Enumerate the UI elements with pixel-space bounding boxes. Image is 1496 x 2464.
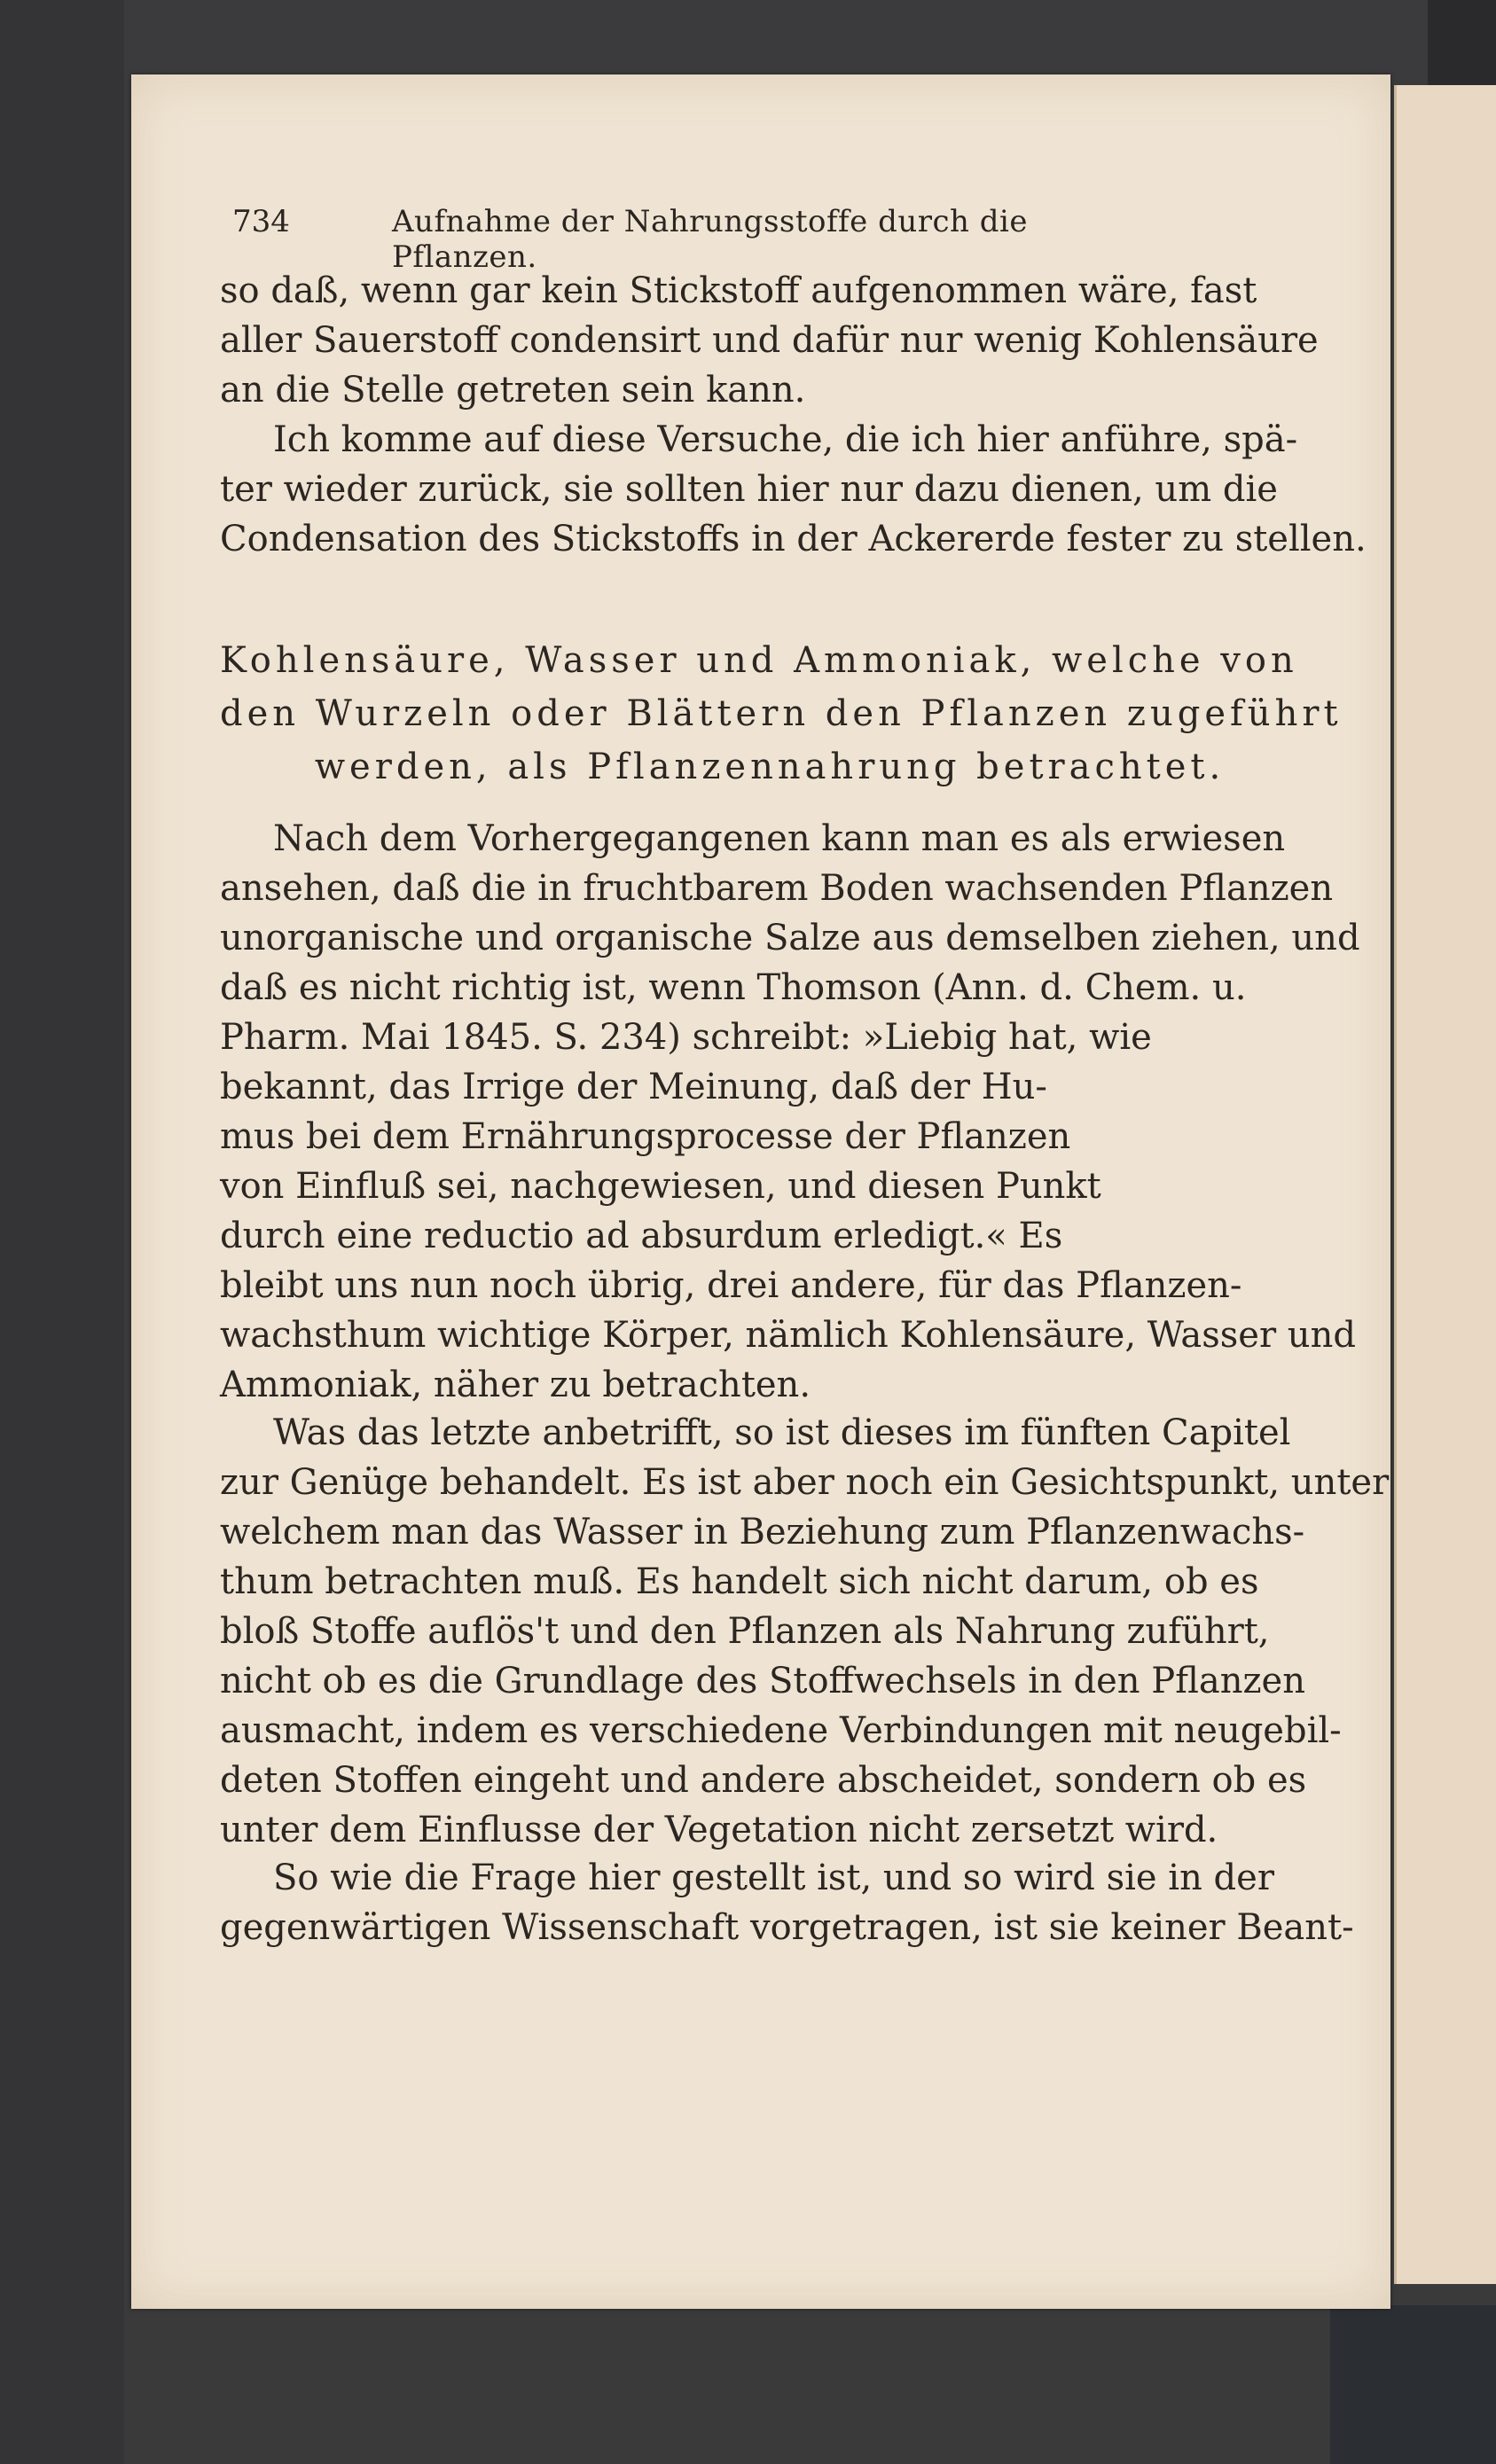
text-line: welchem man das Wasser in Beziehung zum Pflanzenwachs- bbox=[220, 1512, 1305, 1553]
text-line: ausmacht, indem es verschiedene Verbindungen mit neugebil- bbox=[220, 1710, 1342, 1751]
heading-line: den Wurzeln oder Blättern den Pflanzen zugeführt bbox=[220, 693, 1343, 734]
text-line: ter wieder zurück, sie sollten hier nur dazu dienen, um die bbox=[220, 469, 1278, 510]
text-line: mus bei dem Ernährungsprocesse der Pflanzen bbox=[220, 1116, 1071, 1157]
paragraph-5 bbox=[220, 1853, 1354, 1952]
text-line: bekannt, das Irrige der Meinung, daß der Hu- bbox=[220, 1067, 1047, 1107]
text-line: Nach dem Vorhergegangenen kann man es als erwiesen bbox=[273, 818, 1286, 859]
text-line: unter dem Einflusse der Vegetation nicht zersetzt wird. bbox=[220, 1810, 1218, 1850]
text-line: nicht ob es die Grundlage des Stoffwechsels in den Pflanzen bbox=[220, 1661, 1305, 1701]
paragraph-2 bbox=[220, 415, 1367, 564]
text-line: Ich komme auf diese Versuche, die ich hier anführe, spä- bbox=[273, 419, 1298, 460]
text-line: bleibt uns nun noch übrig, drei andere, für das Pflanzen- bbox=[220, 1265, 1242, 1306]
text-line: Ammoniak, näher zu betrachten. bbox=[220, 1365, 811, 1405]
scan-background-top bbox=[0, 0, 1496, 80]
text-line: zur Genüge behandelt. Es ist aber noch ein Gesichtspunkt, unter bbox=[220, 1462, 1390, 1503]
page-number: 734 bbox=[232, 204, 290, 239]
text-line: aller Sauerstoff condensirt und dafür nur wenig Kohlensäure bbox=[220, 320, 1319, 361]
text-line: thum betrachten muß. Es handelt sich nicht darum, ob es bbox=[220, 1561, 1259, 1602]
scan-background-bottom bbox=[1330, 2305, 1496, 2464]
text-line: unorganische und organische Salze aus demselben ziehen, und bbox=[220, 918, 1360, 958]
heading-line: Kohlensäure, Wasser und Ammoniak, welche von bbox=[220, 640, 1298, 681]
text-line: So wie die Frage hier gestellt ist, und so wird sie in der bbox=[273, 1858, 1274, 1898]
text-line: deten Stoffen eingeht und andere abscheidet, sondern ob es bbox=[220, 1760, 1307, 1801]
running-title: Aufnahme der Nahrungsstoffe durch die Pflanzen. bbox=[392, 204, 1028, 275]
book-spine bbox=[1428, 0, 1496, 98]
paragraph-3 bbox=[220, 814, 1360, 1410]
facing-page-edge bbox=[1394, 85, 1496, 2284]
text-line: gegenwärtigen Wissenschaft vorgetragen, ist sie keiner Beant- bbox=[220, 1907, 1354, 1948]
text-line: Was das letzte anbetrifft, so ist dieses im fünften Capitel bbox=[273, 1412, 1291, 1453]
section-heading bbox=[220, 634, 1343, 794]
text-line: wachsthum wichtige Körper, nämlich Kohlensäure, Wasser und bbox=[220, 1315, 1356, 1356]
text-line: Condensation des Stickstoffs in der Ackererde fester zu stellen. bbox=[220, 519, 1367, 559]
paragraph-4 bbox=[220, 1408, 1390, 1855]
text-line: an die Stelle getreten sein kann. bbox=[220, 370, 806, 411]
scan-background-left bbox=[0, 0, 124, 2464]
text-line: daß es nicht richtig ist, wenn Thomson (Ann. d. Chem. u. bbox=[220, 967, 1247, 1008]
text-line: ansehen, daß die in fruchtbarem Boden wachsenden Pflanzen bbox=[220, 868, 1334, 909]
text-line: durch eine reductio ad absurdum erledigt.« Es bbox=[220, 1216, 1063, 1256]
text-line: so daß, wenn gar kein Stickstoff aufgenommen wäre, fast bbox=[220, 270, 1257, 311]
text-line: von Einfluß sei, nachgewiesen, und diesen Punkt bbox=[220, 1166, 1101, 1207]
paragraph-1 bbox=[220, 266, 1320, 415]
text-line: bloß Stoffe auflös't und den Pflanzen als Nahrung zuführt, bbox=[220, 1611, 1270, 1652]
page-header bbox=[232, 204, 1163, 275]
heading-line: werden, als Pflanzennahrung betrachtet. bbox=[314, 747, 1226, 787]
text-line: Pharm. Mai 1845. S. 234) schreibt: »Liebig hat, wie bbox=[220, 1017, 1152, 1058]
